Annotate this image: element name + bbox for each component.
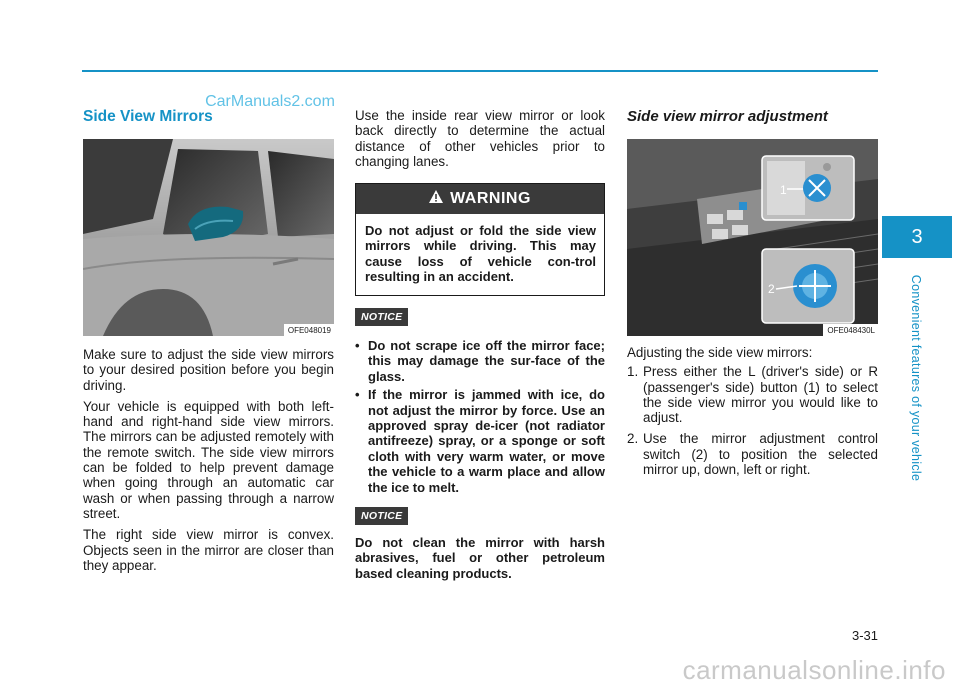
mirror-switch-photo <box>627 139 878 336</box>
header-rule <box>82 70 878 72</box>
watermark-bottom: carmanualsonline.info <box>682 655 946 685</box>
list-item: • Do not scrape ice off the mirror face; this may damage the sur-face of the glass. <box>355 338 605 384</box>
notice-badge: NOTICE <box>355 507 408 525</box>
column-side-view-mirrors <box>83 108 334 573</box>
car-mirror-illustration <box>83 139 334 336</box>
column-warnings <box>355 108 605 581</box>
chapter-label: Convenient features of your vehicle <box>909 274 923 482</box>
paragraph: Your vehicle is equipped with both left-hand and right-hand side view mirrors. The mirrors can be adjusted remotely with the remote switch. The side view mirrors can be folded to help prevent damage when going through an automatic car wash or when passing through a narrow street. <box>83 398 334 521</box>
notice-list <box>355 338 605 495</box>
warning-label: WARNING <box>450 190 531 208</box>
section-title: Side view mirror adjustment <box>627 108 828 125</box>
section-title: Side View Mirrors <box>83 108 213 125</box>
notice-text: Do not clean the mirror with harsh abrasives, fuel or other petroleum based cleaning products. <box>355 535 605 581</box>
warning-header <box>356 184 604 214</box>
step-number: 2. <box>627 431 639 447</box>
callout-1: 1 <box>780 183 787 197</box>
list-item: • If the mirror is jammed with ice, do not adjust the mirror by force. Use an approved spray de-icer (not radiator antifreeze) spray, or a sponge or soft cloth with very warm water, or move the vehicle to a warm place and allow the ice to melt. <box>355 387 605 495</box>
image-code: OFE048019 <box>284 324 334 336</box>
notice-badge: NOTICE <box>355 308 408 326</box>
steps-list <box>627 364 878 477</box>
page-number: 3-31 <box>851 628 878 643</box>
paragraph: The right side view mirror is convex. Objects seen in the mirror are closer than they appear. <box>83 527 334 573</box>
car-mirror-photo <box>83 139 334 336</box>
paragraph: Adjusting the side view mirrors: <box>627 345 813 360</box>
chapter-tab: 3 <box>882 216 952 258</box>
mirror-switch-illustration <box>627 139 878 336</box>
list-item <box>627 431 878 477</box>
step-text: Use the mirror adjustment control switch (2) to position the selected mirror up, down, left or right. <box>643 431 878 478</box>
list-item <box>627 364 878 425</box>
warning-box <box>355 183 605 296</box>
step-text: Press either the L (driver's side) or R (passenger's side) button (1) to select the side view mirror you would like to adjust. <box>643 364 878 426</box>
step-number: 1. <box>627 364 639 380</box>
image-code: OFE048430L <box>823 324 878 336</box>
warning-triangle-icon <box>429 190 443 208</box>
column-mirror-adjustment <box>627 108 878 483</box>
warning-text: Do not adjust or fold the side view mirrors while driving. This may cause loss of vehicle con-trol resulting in an accident. <box>365 223 596 284</box>
watermark-top: CarManuals2.com <box>205 93 335 110</box>
paragraph: Use the inside rear view mirror or look back directly to determine the actual distance of other vehicles prior to changing lanes. <box>355 108 605 169</box>
paragraph: Make sure to adjust the side view mirrors to your desired position before you begin driving. <box>83 347 334 393</box>
callout-2: 2 <box>768 282 775 296</box>
